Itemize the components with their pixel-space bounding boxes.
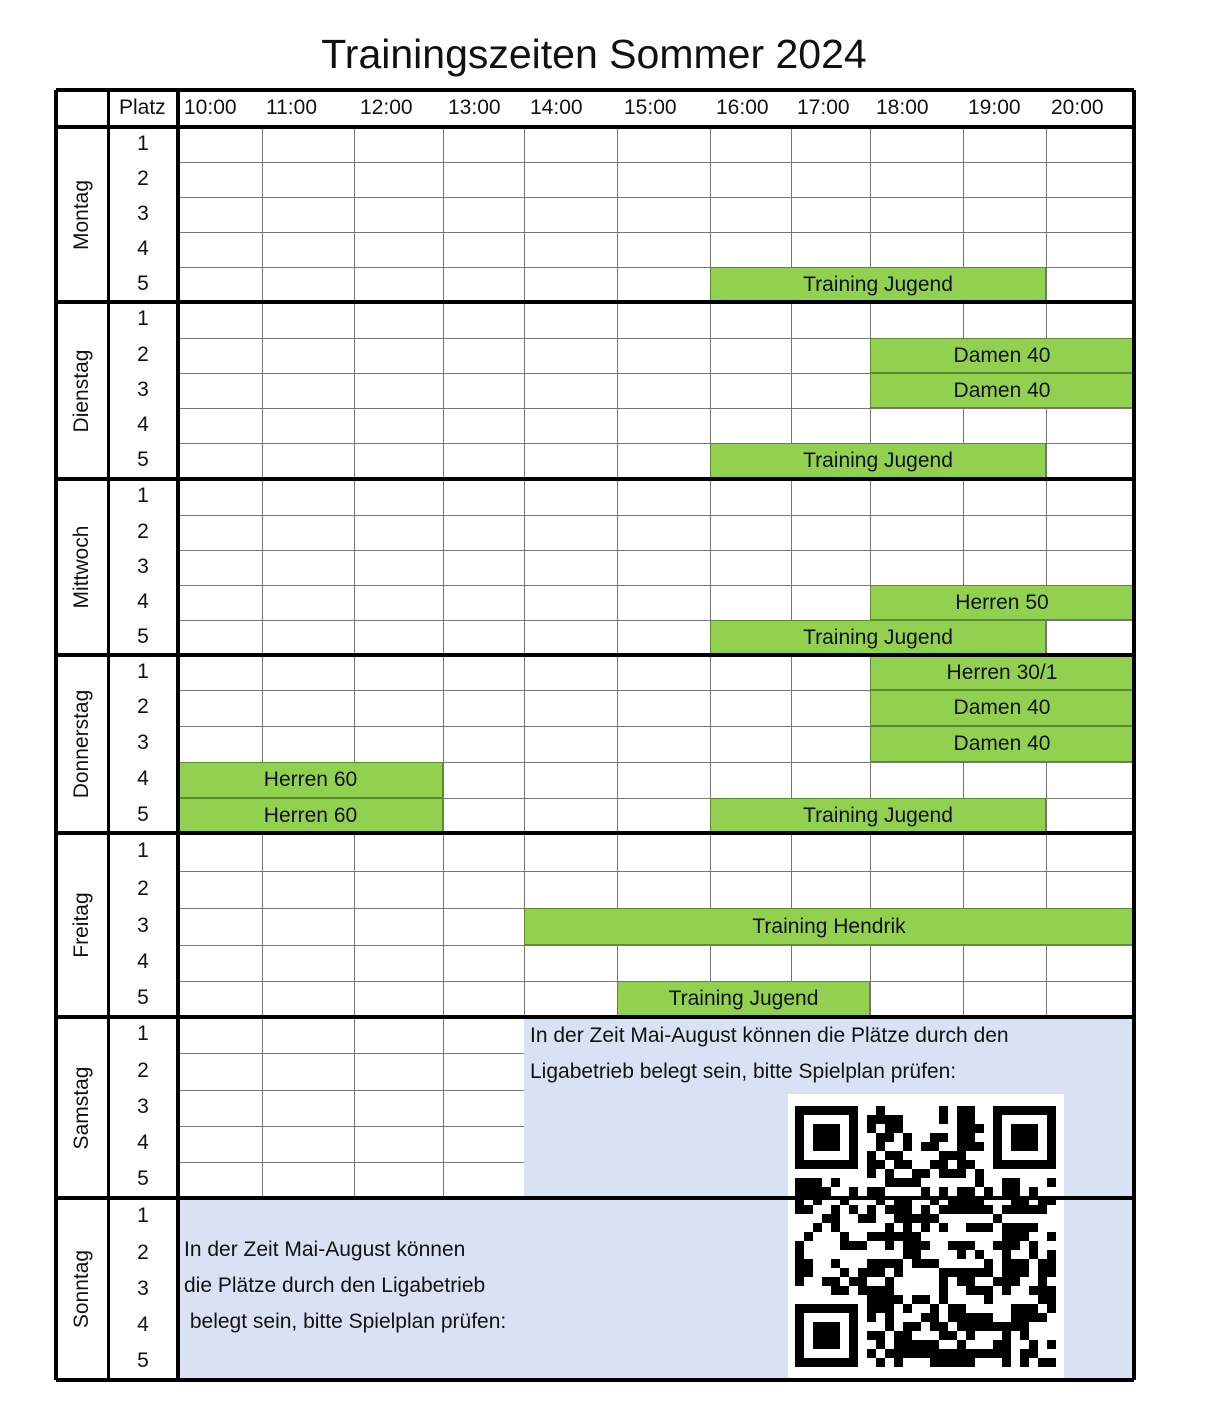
grid-line [617,302,618,479]
booking-slot[interactable] [710,798,1046,833]
booking-label: Herren 30/1 [946,660,1058,684]
grid-line [178,515,1134,516]
day-label: Donnerstag [70,689,93,799]
grid-line [524,302,525,479]
platz-number: 2 [137,342,149,366]
booking-slot[interactable] [710,267,1046,302]
booking-label: Herren 60 [263,803,358,827]
grid-line [524,479,525,655]
day-label: Samstag [70,1066,93,1149]
qr-code-icon [788,1094,1064,1380]
grid-line [617,479,618,655]
outer-border [54,90,58,1380]
grid-line [443,302,444,479]
note-line: belegt sein, bitte Spielplan prüfen: [184,1310,507,1333]
grid-line [354,302,355,479]
day-separator [56,477,1134,481]
booking-label: Training Jugend [803,803,953,827]
booking-slot[interactable] [870,690,1134,726]
platz-number: 1 [137,131,149,155]
booking-slot[interactable] [178,798,443,833]
time-header: 17:00 [797,96,850,119]
platz-number: 4 [137,767,149,790]
time-header: 12:00 [360,96,413,119]
day-label: Mittwoch [70,525,93,609]
grid-line [262,302,263,479]
platz-number: 1 [137,307,149,330]
platz-number: 5 [137,1167,149,1190]
grid-line [262,479,263,655]
grid-line [354,127,355,302]
time-header: 10:00 [184,96,237,119]
day-separator [56,831,1134,835]
booking-slot[interactable] [870,585,1134,620]
booking-label: Herren 60 [263,768,358,791]
time-header: 19:00 [968,96,1021,119]
time-header: 16:00 [716,96,769,119]
platz-number: 4 [137,950,149,973]
booking-slot[interactable] [870,338,1134,373]
booking-label: Training Jugend [803,449,953,472]
grid-line [178,1162,524,1163]
platz-number: 3 [137,731,149,754]
note-line: Ligabetrieb belegt sein, bitte Spielplan prüfen: [530,1060,957,1083]
grid-line [262,127,263,302]
time-header: 15:00 [624,96,677,119]
grid-line [617,655,618,833]
booking-slot[interactable] [178,762,443,798]
platz-number: 1 [137,839,149,862]
day-separator [56,653,1134,657]
time-header: 18:00 [876,96,929,119]
booking-label: Damen 40 [953,696,1051,719]
platz-number: 2 [137,519,149,543]
booking-slot[interactable] [870,373,1134,408]
outer-border [56,88,1134,92]
platz-number: 5 [137,624,149,648]
time-header: 20:00 [1051,96,1104,119]
platz-number: 4 [137,589,149,613]
day-label: Freitag [70,892,93,958]
booking-label: Training Jugend [803,272,953,296]
day-separator [56,1196,1134,1200]
platz-number: 5 [137,1349,149,1372]
platz-number: 2 [137,876,149,900]
grid-line [178,162,1134,163]
note-line: In der Zeit Mai-August können [184,1238,466,1261]
grid-line [617,127,618,302]
header-separator [56,125,1134,129]
booking-label: Herren 50 [955,590,1049,614]
grid-line [178,550,1134,551]
booking-slot[interactable] [870,726,1134,762]
platz-number: 3 [137,1095,149,1118]
time-header: 13:00 [448,96,501,119]
grid-line [178,197,1134,198]
day-separator [56,300,1134,304]
platz-number: 1 [137,1022,149,1045]
platz-number: 1 [137,484,149,507]
page-title: Trainingszeiten Sommer 2024 [321,31,867,77]
grid-line [354,1017,355,1198]
grid-line [524,127,525,302]
grid-line [178,1126,524,1127]
booking-label: Training Hendrik [752,914,906,938]
grid-line [443,1017,444,1198]
platz-number: 2 [137,166,149,190]
platz-number: 5 [137,448,149,471]
platz-header: Platz [119,96,166,119]
grid-line [354,833,355,1017]
note-line: die Plätze durch den Ligabetrieb [184,1274,486,1297]
platz-number: 4 [137,412,149,436]
grid-line [262,1017,263,1198]
platz-number: 2 [137,695,149,718]
platz-number: 3 [137,377,149,401]
platz-number: 1 [137,1203,149,1227]
platz-number: 3 [137,913,149,937]
booking-slot[interactable] [710,443,1046,479]
platz-number: 2 [137,1240,149,1264]
day-label: Sonntag [70,1249,93,1329]
grid-line [443,127,444,302]
platz-number: 4 [137,236,149,260]
grid-line [178,871,1134,872]
day-label: Montag [70,179,93,250]
grid-line [178,232,1134,233]
platz-number: 3 [137,201,149,225]
booking-label: Training Jugend [668,987,819,1010]
platz-number: 4 [137,1313,149,1336]
platz-number: 2 [137,1058,149,1082]
time-header: 14:00 [530,96,583,119]
booking-slot[interactable] [710,620,1046,655]
booking-label: Damen 40 [953,732,1051,755]
platz-number: 5 [137,986,149,1009]
booking-slot[interactable] [524,908,1134,945]
day-label: Dienstag [70,349,93,432]
outer-border [1132,90,1136,1380]
booking-label: Damen 40 [953,378,1051,402]
grid-line [524,655,525,833]
day-separator [56,1015,1134,1019]
grid-line [178,1090,524,1091]
day-separator [56,1378,1134,1382]
booking-slot[interactable] [617,981,870,1017]
booking-label: Damen 40 [953,343,1051,367]
booking-label: Training Jugend [803,625,953,649]
booking-slot[interactable] [870,655,1134,690]
grid-line [354,479,355,655]
platz-number: 4 [137,1131,149,1154]
platz-number: 1 [137,659,149,683]
grid-line [443,479,444,655]
grid-line [178,1053,524,1054]
platz-number: 5 [137,802,149,826]
time-header: 11:00 [266,96,317,119]
grid-line [443,833,444,1017]
platz-number: 5 [137,271,149,295]
platz-number: 3 [137,554,149,578]
grid-line [262,833,263,1017]
platz-number: 3 [137,1277,149,1300]
note-line: In der Zeit Mai-August können die Plätze durch den [530,1024,1009,1047]
